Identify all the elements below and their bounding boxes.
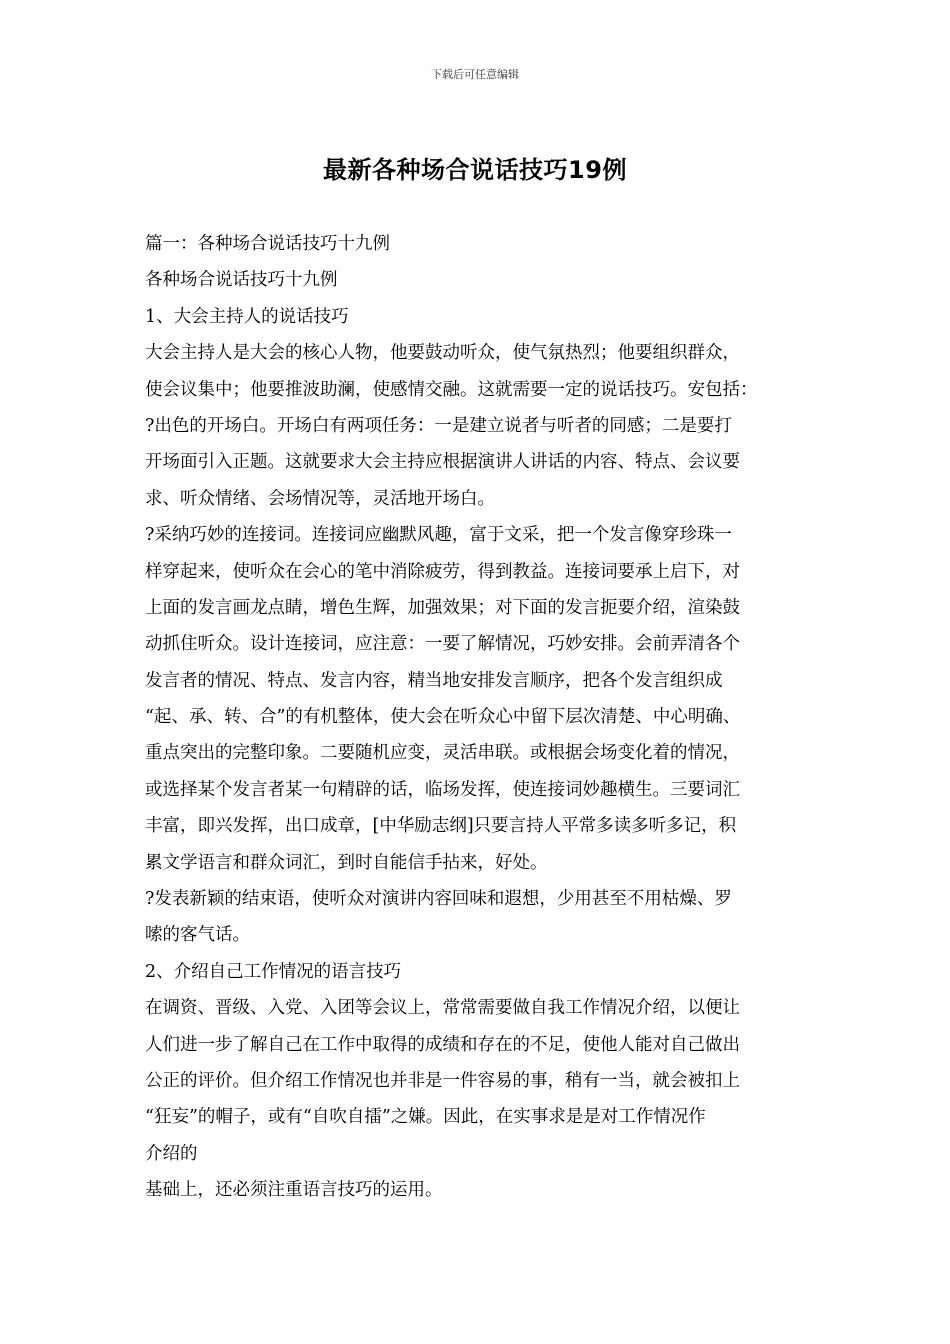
- paragraph-line: 基础上，还必须注重语言技巧的运用。: [145, 1180, 443, 1201]
- numbered-heading: 2、介绍自己工作情况的语言技巧: [145, 961, 402, 982]
- subheading: 各种场合说话技巧十九例: [145, 270, 338, 291]
- paragraph-line: 丰富，即兴发挥，出口成章，[中华励志纲]只要言持人平常多读多听多记，积: [145, 816, 737, 837]
- paragraph-line: 上面的发言画龙点睛，增色生辉，加强效果；对下面的发言扼要介绍，渲染鼓: [145, 597, 740, 618]
- paragraph-line: 嗦的客气话。: [145, 925, 250, 946]
- document-body: [145, 226, 825, 1209]
- paragraph-line: 动抓住听众。设计连接词，应注意：一要了解情况，巧妙安排。会前弄清各个: [145, 634, 740, 655]
- paragraph-line: ?出色的开场白。开场白有两项任务：一是建立说者与听者的同感；二是要打: [145, 415, 732, 436]
- paragraph-line: 样穿起来，使听众在会心的笔中消除疲劳，得到教益。连接词要承上启下，对: [145, 561, 740, 582]
- header-note: 下载后可任意编辑: [431, 68, 519, 81]
- paragraph-line: 公正的评价。但介绍工作情况也并非是一件容易的事，稍有一当，就会被扣上: [145, 1070, 740, 1091]
- paragraph-line: “起、承、转、合”的有机整体，使大会在听众心中留下层次清楚、中心明确、: [145, 707, 741, 728]
- numbered-heading: 1、大会主持人的说话技巧: [145, 306, 349, 327]
- paragraph-line: 重点突出的完整印象。二要随机应变，灵活串联。或根据会场变化着的情况，: [145, 743, 740, 764]
- paragraph-line: 或选择某个发言者某一句精辟的话，临场发挥，使连接词妙趣横生。三要词汇: [145, 779, 740, 800]
- paragraph-line: ?采纳巧妙的连接词。连接词应幽默风趣，富于文采，把一个发言像穿珍珠一: [145, 525, 732, 546]
- document-title: 最新各种场合说话技巧19例: [323, 156, 627, 184]
- section-heading: 篇一：各种场合说话技巧十九例: [145, 234, 390, 254]
- paragraph-line: 使会议集中；他要推波助澜，使感情交融。这就需要一定的说话技巧。安包括：: [145, 379, 758, 400]
- paragraph-line: 大会主持人是大会的核心人物，他要鼓动听众，使气氛热烈；他要组织群众，: [145, 343, 740, 364]
- paragraph-line: ?发表新颖的结束语，使听众对演讲内容回味和遐想，少用甚至不用枯燥、罗: [145, 889, 732, 910]
- paragraph-line: 求、听众情绪、会场情况等，灵活地开场白。: [145, 488, 495, 509]
- paragraph-line: 累文学语言和群众词汇，到时自能信手拈来，好处。: [145, 852, 548, 873]
- paragraph-line: 在调资、晋级、入党、入团等会议上，常常需要做自我工作情况介绍，以便让: [145, 998, 740, 1019]
- paragraph-line: 发言者的情况、特点、发言内容，精当地安排发言顺序，把各个发言组织成: [145, 670, 723, 691]
- paragraph-line: 开场面引入正题。这就要求大会主持应根据演讲人讲话的内容、特点、会议要: [145, 452, 740, 473]
- paragraph-line: “狂妄”的帽子，或有“自吹自擂”之嫌。因此，在实事求是是对工作情况作: [145, 1107, 706, 1128]
- paragraph-line: 人们进一步了解自己在工作中取得的成绩和存在的不足，使他人能对自己做出: [145, 1034, 740, 1055]
- paragraph-line: 介绍的: [145, 1143, 198, 1164]
